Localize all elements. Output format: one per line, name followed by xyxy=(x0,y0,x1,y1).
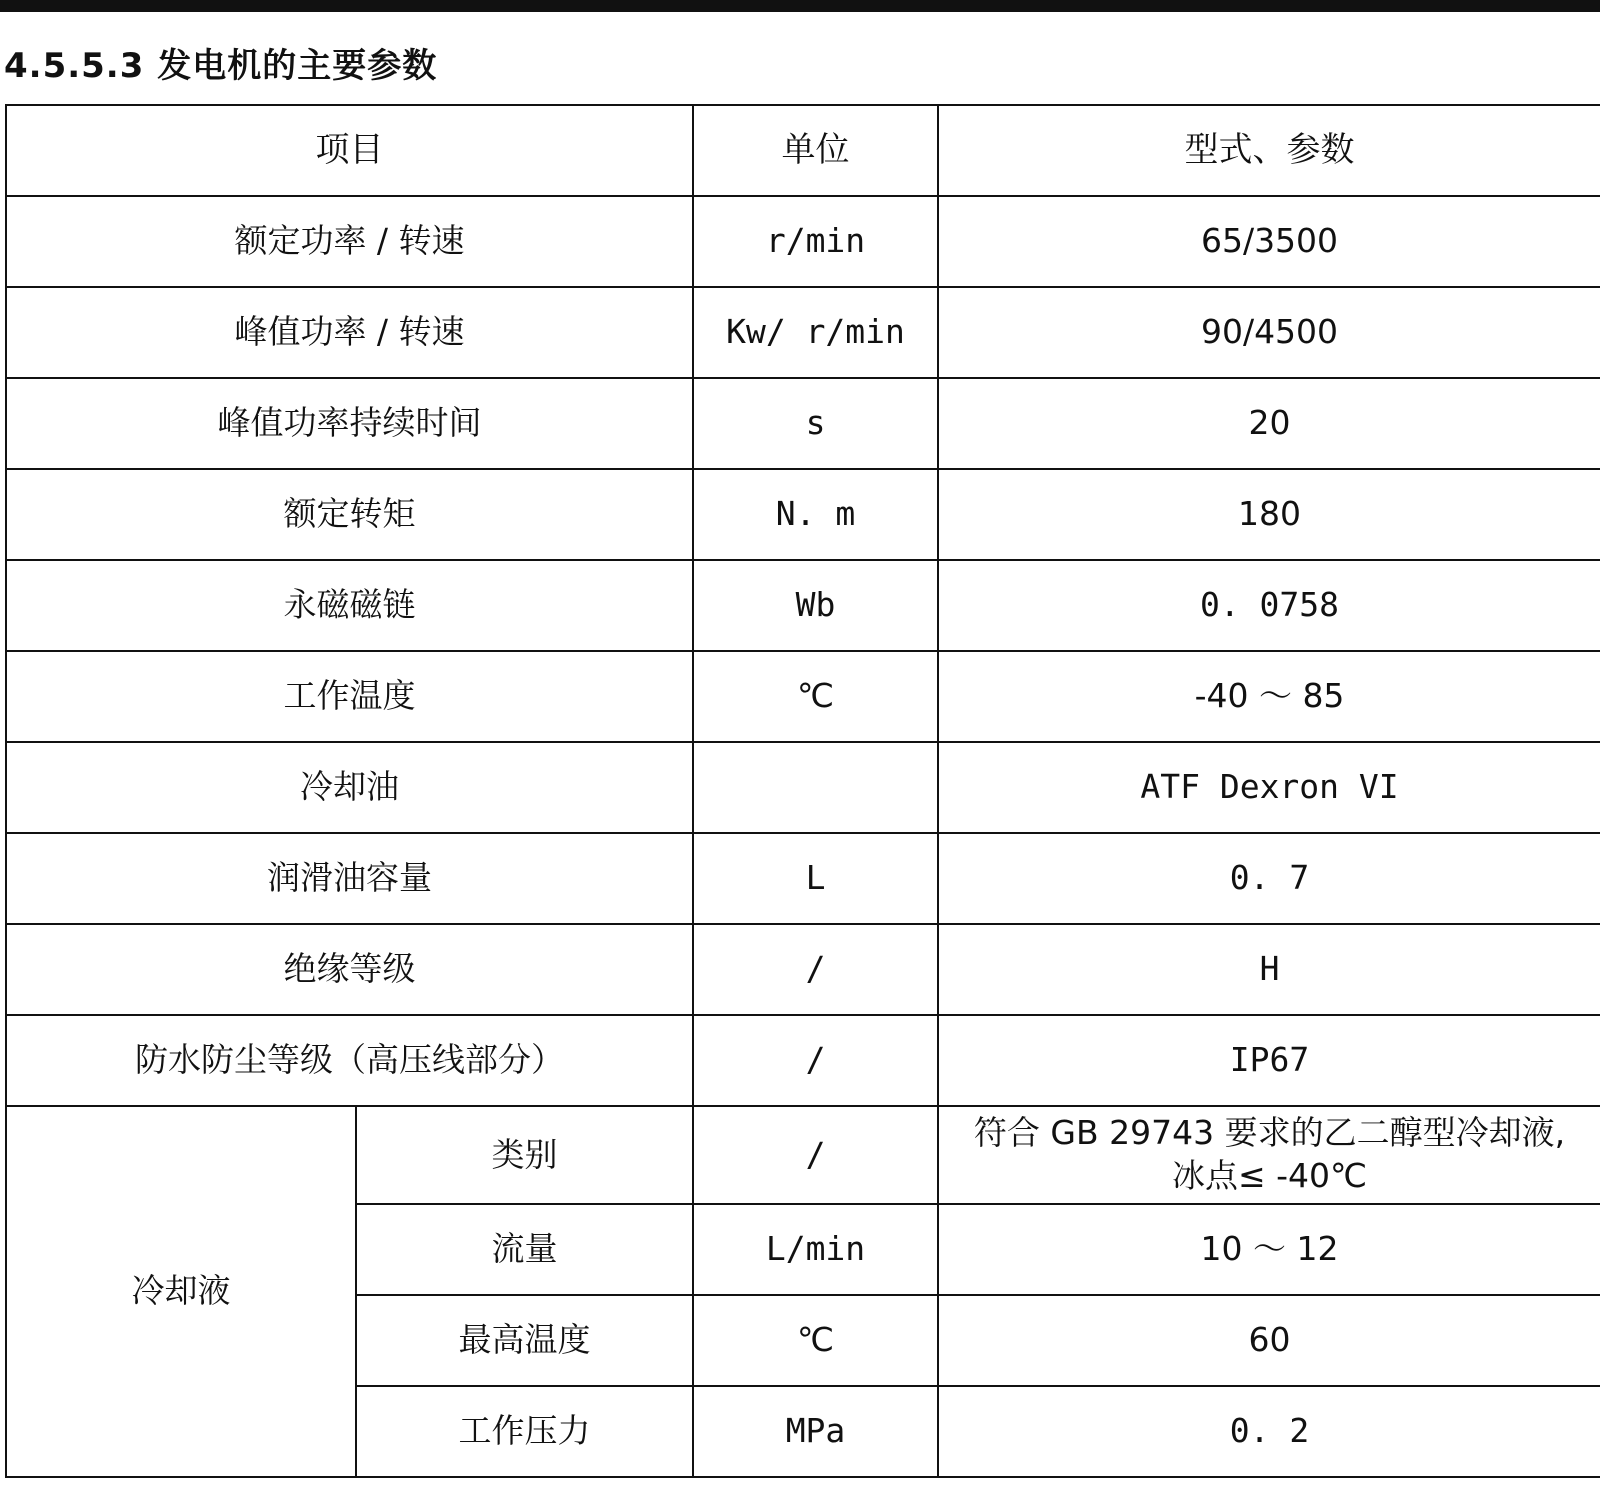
header-unit: 单位 xyxy=(693,105,938,196)
table-row xyxy=(6,1106,1600,1204)
cell-unit: MPa xyxy=(693,1386,938,1477)
table-row xyxy=(6,924,1600,1015)
table-row xyxy=(6,196,1600,287)
cell-value: 0. 2 xyxy=(938,1386,1600,1477)
cell-unit: L/min xyxy=(693,1204,938,1295)
cell-value: -40 ～ 85 xyxy=(938,651,1600,742)
cell-item: 流量 xyxy=(356,1204,693,1295)
table-row xyxy=(6,1015,1600,1106)
cell-unit: / xyxy=(693,1106,938,1204)
cell-item: 永磁磁链 xyxy=(6,560,693,651)
cell-item: 冷却油 xyxy=(6,742,693,833)
cell-item: 额定功率 / 转速 xyxy=(6,196,693,287)
table-row xyxy=(6,287,1600,378)
header-item: 项目 xyxy=(6,105,693,196)
cell-value: 0. 7 xyxy=(938,833,1600,924)
cell-item: 润滑油容量 xyxy=(6,833,693,924)
table-row xyxy=(6,742,1600,833)
cell-value: 65/3500 xyxy=(938,196,1600,287)
cell-unit: r/min xyxy=(693,196,938,287)
table-row xyxy=(6,833,1600,924)
coolant-group-label: 冷却液 xyxy=(6,1106,356,1477)
cell-item: 工作温度 xyxy=(6,651,693,742)
generator-parameters-table xyxy=(5,104,1600,1478)
coolant-type-line-1: 符合 GB 29743 要求的乙二醇型冷却液, xyxy=(973,1113,1566,1153)
cell-item: 绝缘等级 xyxy=(6,924,693,1015)
cell-unit: / xyxy=(693,1015,938,1106)
table-row xyxy=(6,651,1600,742)
cell-value: 0. 0758 xyxy=(938,560,1600,651)
cell-item: 峰值功率 / 转速 xyxy=(6,287,693,378)
cell-item: 工作压力 xyxy=(356,1386,693,1477)
cell-value: 10 ～ 12 xyxy=(938,1204,1600,1295)
cell-unit: L xyxy=(693,833,938,924)
cell-unit: Kw/ r/min xyxy=(693,287,938,378)
cell-item: 峰值功率持续时间 xyxy=(6,378,693,469)
cell-unit: / xyxy=(693,924,938,1015)
table-row xyxy=(6,560,1600,651)
cell-unit: Wb xyxy=(693,560,938,651)
cell-unit: ℃ xyxy=(693,1295,938,1386)
cell-value: 20 xyxy=(938,378,1600,469)
table-header-row xyxy=(6,105,1600,196)
cell-value: ATF Dexron VI xyxy=(938,742,1600,833)
table-row xyxy=(6,469,1600,560)
coolant-type-line-2: 冰点≤ -40℃ xyxy=(1171,1156,1368,1195)
cell-item: 最高温度 xyxy=(356,1295,693,1386)
cell-unit: N. m xyxy=(693,469,938,560)
cell-value xyxy=(938,1106,1600,1204)
cell-value: 60 xyxy=(938,1295,1600,1386)
cell-unit: s xyxy=(693,378,938,469)
cell-value: IP67 xyxy=(938,1015,1600,1106)
cell-unit xyxy=(693,742,938,833)
cell-item: 类别 xyxy=(356,1106,693,1204)
cell-item: 额定转矩 xyxy=(6,469,693,560)
table-row xyxy=(6,378,1600,469)
cell-item: 防水防尘等级（高压线部分） xyxy=(6,1015,693,1106)
header-value: 型式、参数 xyxy=(938,105,1600,196)
top-rule xyxy=(0,0,1600,12)
cell-value: H xyxy=(938,924,1600,1015)
cell-unit: ℃ xyxy=(693,651,938,742)
section-heading: 4.5.5.3 发电机的主要参数 xyxy=(4,46,438,86)
cell-value: 90/4500 xyxy=(938,287,1600,378)
cell-value: 180 xyxy=(938,469,1600,560)
